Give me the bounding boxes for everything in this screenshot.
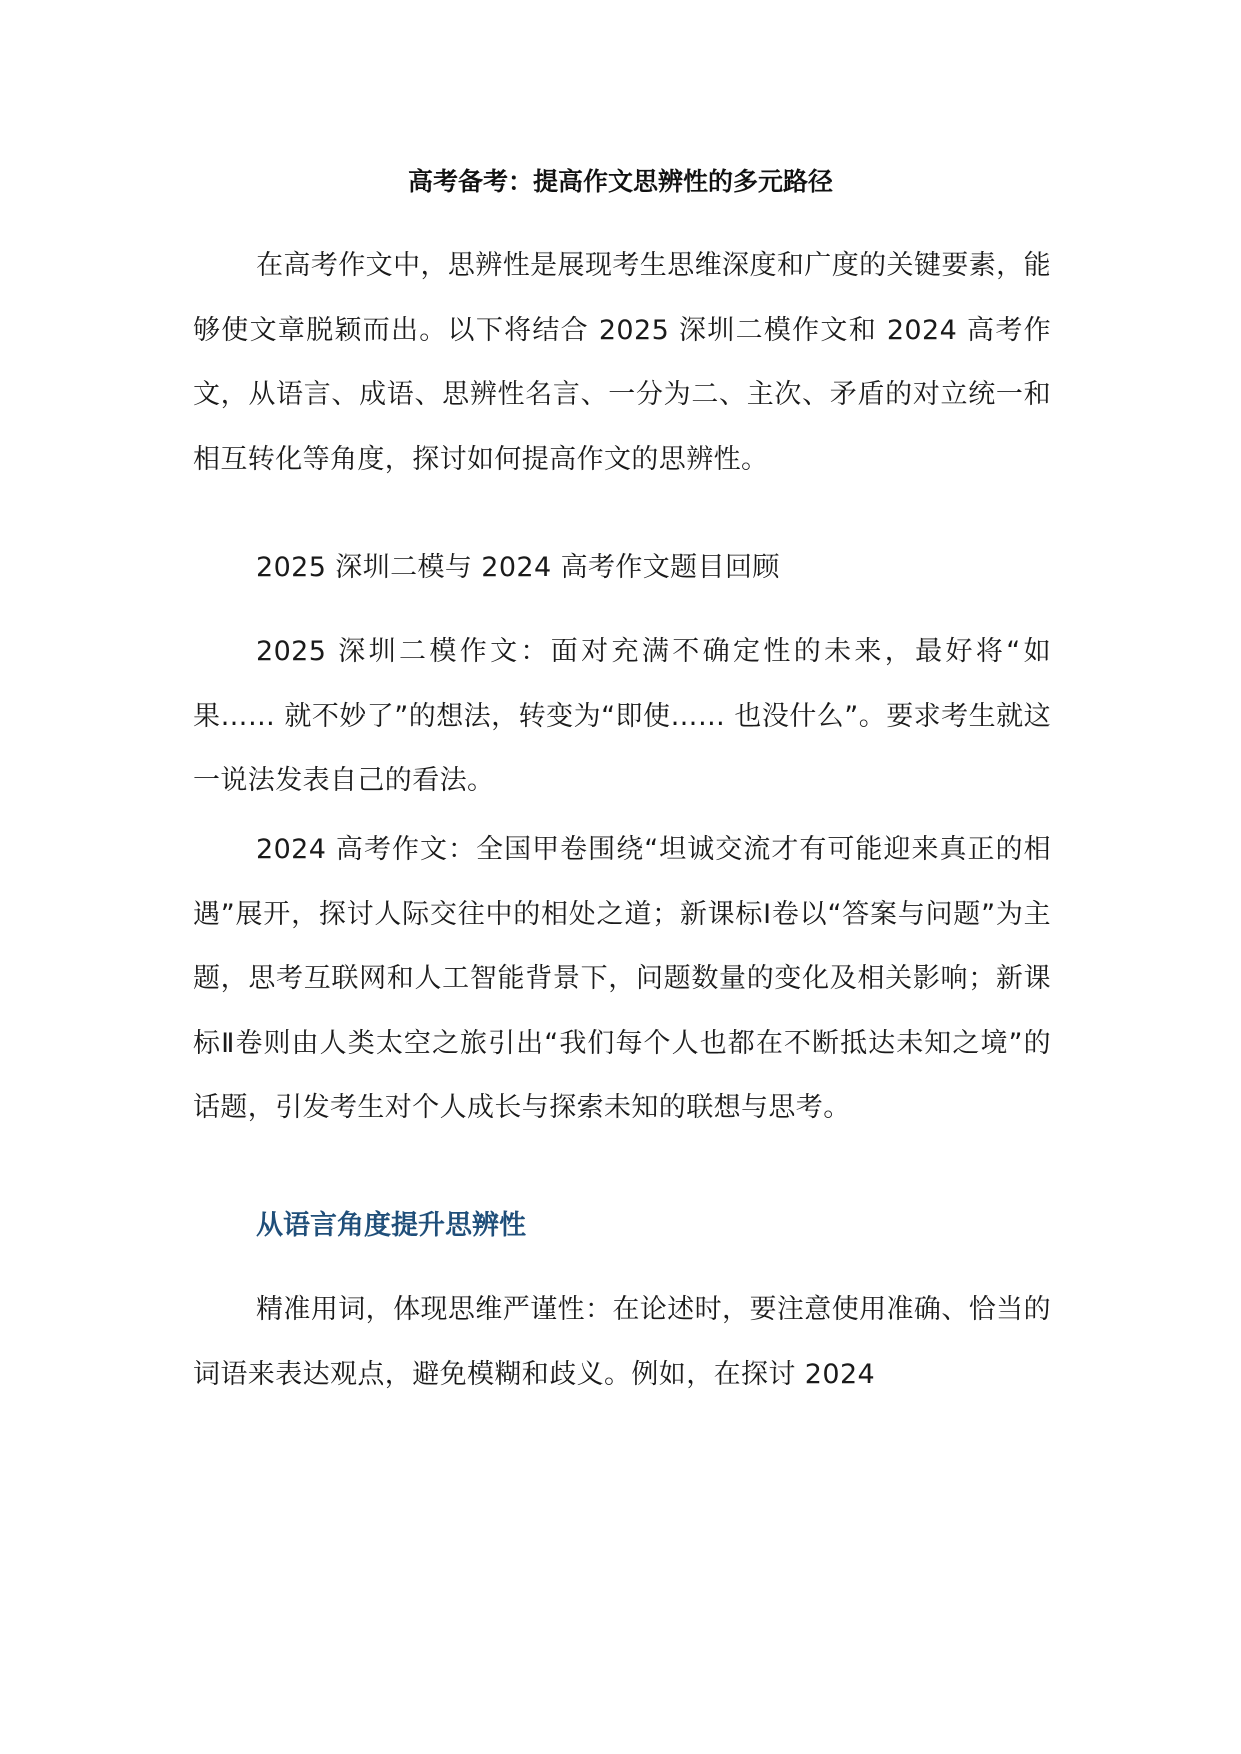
section-heading-language: 从语言角度提升思辨性 — [256, 1210, 526, 1241]
language-paragraph: 精准用词，体现思维严谨性：在论述时，要注意使用准确、恰当的词语来表达观点，避免模糊和歧义。例如，在探讨 2024 — [193, 1294, 1051, 1390]
document-title: 高考备考：提高作文思辨性的多元路径 — [407, 167, 833, 196]
shenzhen-paragraph: 2025 深圳二模作文：面对充满不确定性的未来，最好将“如果…… 就不妙了”的想法，转变为“即使…… 也没什么”。要求考生就这一说法发表自己的看法。 — [193, 636, 1051, 796]
intro-paragraph: 在高考作文中，思辨性是展现考生思维深度和广度的关键要素，能够使文章脱颖而出。以下将结合 2025 深圳二模作文和 2024 高考作文，从语言、成语、思辨性名言、一分为二、主次、矛盾的对立统一和相互转化等角度，探讨如何提高作文的思辨性。 — [193, 250, 1051, 475]
review-heading: 2025 深圳二模与 2024 高考作文题目回顾 — [256, 552, 780, 583]
gaokao-paragraph: 2024 高考作文：全国甲卷围绕“坦诚交流才有可能迎来真正的相遇”展开，探讨人际交往中的相处之道；新课标Ⅰ卷以“答案与问题”为主题，思考互联网和人工智能背景下，问题数量的变化及相关影响；新课标Ⅱ卷则由人类太空之旅引出“我们每个人也都在不断抵达未知之境”的话题，引发考生对个人成长与探索未知的联想与思考。 — [193, 834, 1051, 1123]
